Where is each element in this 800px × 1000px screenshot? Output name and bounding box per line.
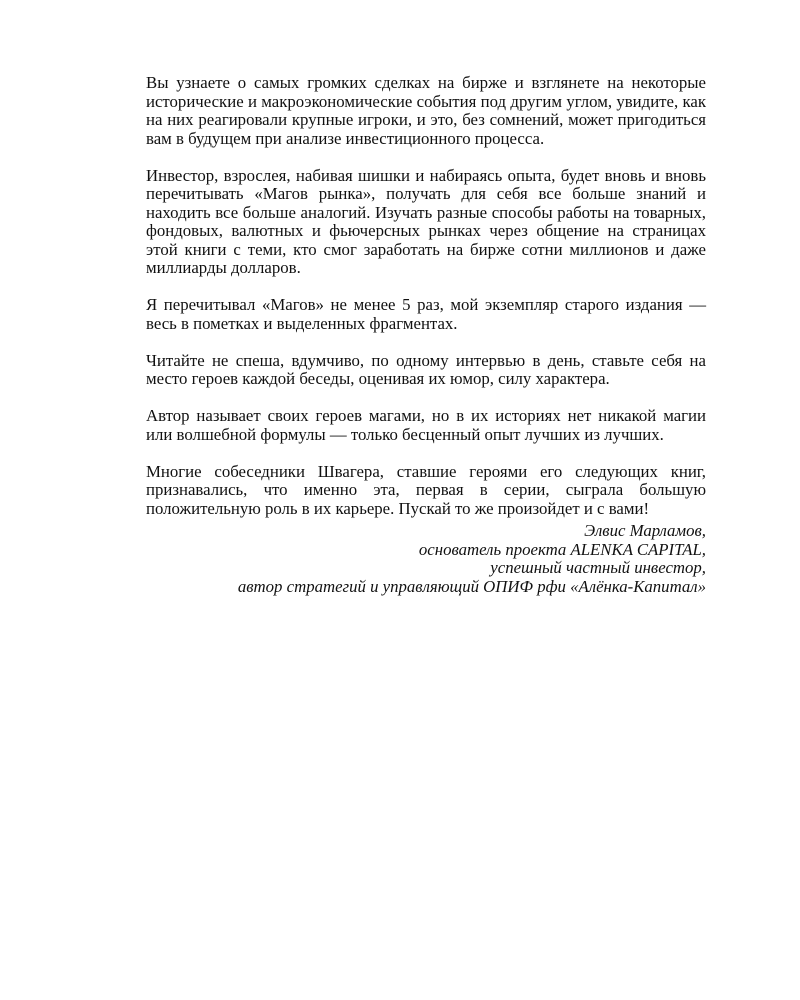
paragraph-5: Автор называет своих героев магами, но в их историях нет никакой магии или волшебной формулы — только бесценный опыт лучших из лучших. xyxy=(146,406,706,444)
signature-line-1: основатель проекта ALENKA CAPITAL, xyxy=(418,539,706,559)
signature-line-3: автор стратегий и управляющий ОПИФ рфи «Алёнка-Капитал» xyxy=(237,576,706,596)
signature-name: Элвис Марламов, xyxy=(584,521,706,540)
paragraph-4: Читайте не спеша, вдумчиво, по одному интервью в день, ставьте себя на место героев каждой беседы, оценивая их юмор, силу характера. xyxy=(146,350,706,388)
paragraph-3: Я перечитывал «Магов» не менее 5 раз, мой экземпляр старого издания — весь в пометках и выделенных фрагментах. xyxy=(146,295,706,333)
paragraph-2: Инвестор, взрослея, набивая шишки и набираясь опыта, будет вновь и вновь перечитывать «Магов рынка», получать для себя все больше знаний и находить все больше аналогий. Изучать разные способы работы на товарных, фондовых, валютных и фьючерсных рынках через общение на страницах этой книги с теми, кто смог заработать на бирже сотни миллионов и даже миллиарды долларов. xyxy=(146,165,706,277)
signature-block xyxy=(146,522,706,596)
document-page xyxy=(146,74,706,596)
paragraph-6: Многие собеседники Швагера, ставшие героями его следующих книг, признавались, что именно эта, первая в серии, сыграла большую положительную роль в их карьере. Пускай то же произойдет и с вами! xyxy=(146,461,706,518)
paragraph-1: Вы узнаете о самых громких сделках на бирже и взглянете на некоторые исторические и макроэкономические события под другим углом, увидите, как на них реагировали крупные игроки, и это, без сомнений, может пригодиться вам в будущем при анализе инвестиционного процесса. xyxy=(146,73,706,148)
signature-line-2: успешный частный инвестор, xyxy=(490,558,706,577)
